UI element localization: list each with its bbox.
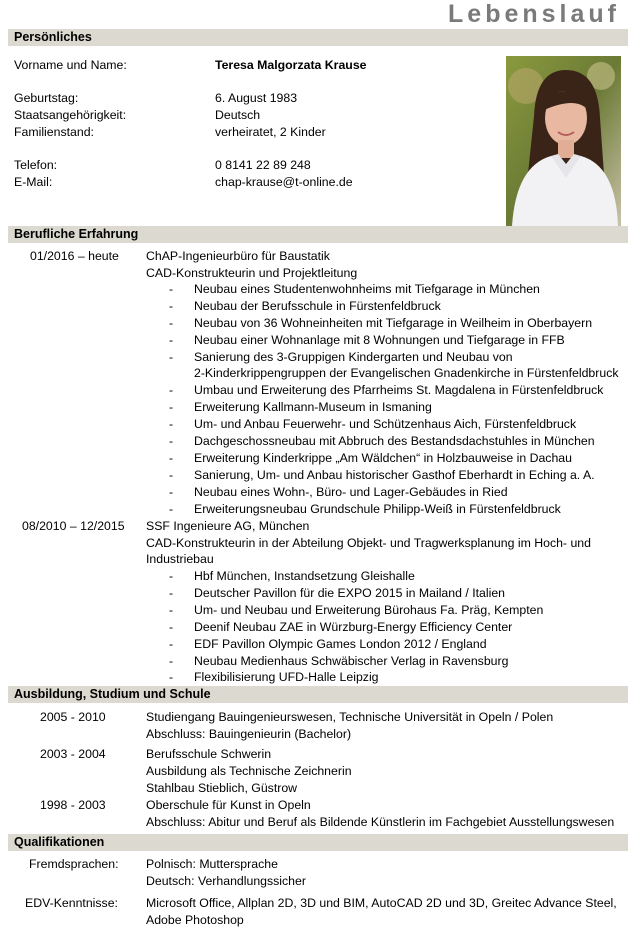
phone-value: 0 8141 22 89 248 [215, 158, 311, 172]
education-period: 2003 - 2004 [40, 747, 106, 761]
nationality-value: Deutsch [215, 108, 261, 122]
name-value: Teresa Malgorzata Krause [215, 58, 367, 72]
education-line: Abschluss: Bauingenieurin (Bachelor) [146, 727, 352, 741]
section-header-education: Ausbildung, Studium und Schule [8, 686, 628, 703]
email-value: chap-krause@t-online.de [215, 175, 353, 189]
birth-label: Geburtstag: [14, 91, 79, 105]
job-company: SSF Ingenieure AG, München [146, 519, 310, 533]
job-company: ChAP-Ingenieurbüro für Baustatik [146, 249, 330, 263]
job-role-continuation: Industriebau [146, 552, 214, 566]
languages-label: Fremdsprachen: [29, 857, 119, 871]
section-header-qualifications: Qualifikationen [8, 834, 628, 851]
language-item: Polnisch: Muttersprache [146, 857, 278, 871]
phone-label: Telefon: [14, 158, 58, 172]
it-skills-label: EDV-Kenntnisse: [25, 896, 118, 910]
nationality-label: Staatsangehörigkeit: [14, 108, 127, 122]
education-period: 2005 - 2010 [40, 710, 106, 724]
education-line: Oberschule für Kunst in Opeln [146, 798, 311, 812]
job-period: 01/2016 – heute [30, 249, 119, 263]
name-label: Vorname und Name: [14, 58, 127, 72]
project-item-continuation: 2-Kinderkrippengruppen der Evangelischen Gnadenkirche in Fürstenfeldbruck [194, 366, 619, 380]
education-line: Stahlbau Stieblich, Güstrow [146, 781, 298, 795]
email-label: E-Mail: [14, 175, 53, 189]
job-role: CAD-Konstrukteurin und Projektleitung [146, 266, 358, 280]
education-line: Abschluss: Abitur und Beruf als Bildende Künstlerin im Fachgebiet Ausstellungswesen [146, 815, 615, 829]
language-item: Deutsch: Verhandlungssicher [146, 874, 306, 888]
family-value: verheiratet, 2 Kinder [215, 125, 326, 139]
section-header-experience: Berufliche Erfahrung [8, 226, 628, 243]
education-period: 1998 - 2003 [40, 798, 106, 812]
document-title: Lebenslauf [448, 0, 620, 28]
education-line: Berufsschule Schwerin [146, 747, 272, 761]
it-skills-line: Adobe Photoshop [146, 913, 244, 927]
education-line: Ausbildung als Technische Zeichnerin [146, 764, 352, 778]
it-skills-line: Microsoft Office, Allplan 2D, 3D und BIM, AutoCAD 2D und 3D, Greitec Advance Steel, [146, 896, 617, 910]
education-line: Studiengang Bauingenieurswesen, Technische Universität in Opeln / Polen [146, 710, 554, 724]
job-period: 08/2010 – 12/2015 [22, 519, 125, 533]
portrait-photo [506, 56, 621, 226]
birth-value: 6. August 1983 [215, 91, 298, 105]
section-header-personal: Persönliches [8, 29, 628, 46]
job-role: CAD-Konstrukteurin in der Abteilung Objekt- und Tragwerksplanung im Hoch- und [146, 536, 591, 550]
family-label: Familienstand: [14, 125, 94, 139]
